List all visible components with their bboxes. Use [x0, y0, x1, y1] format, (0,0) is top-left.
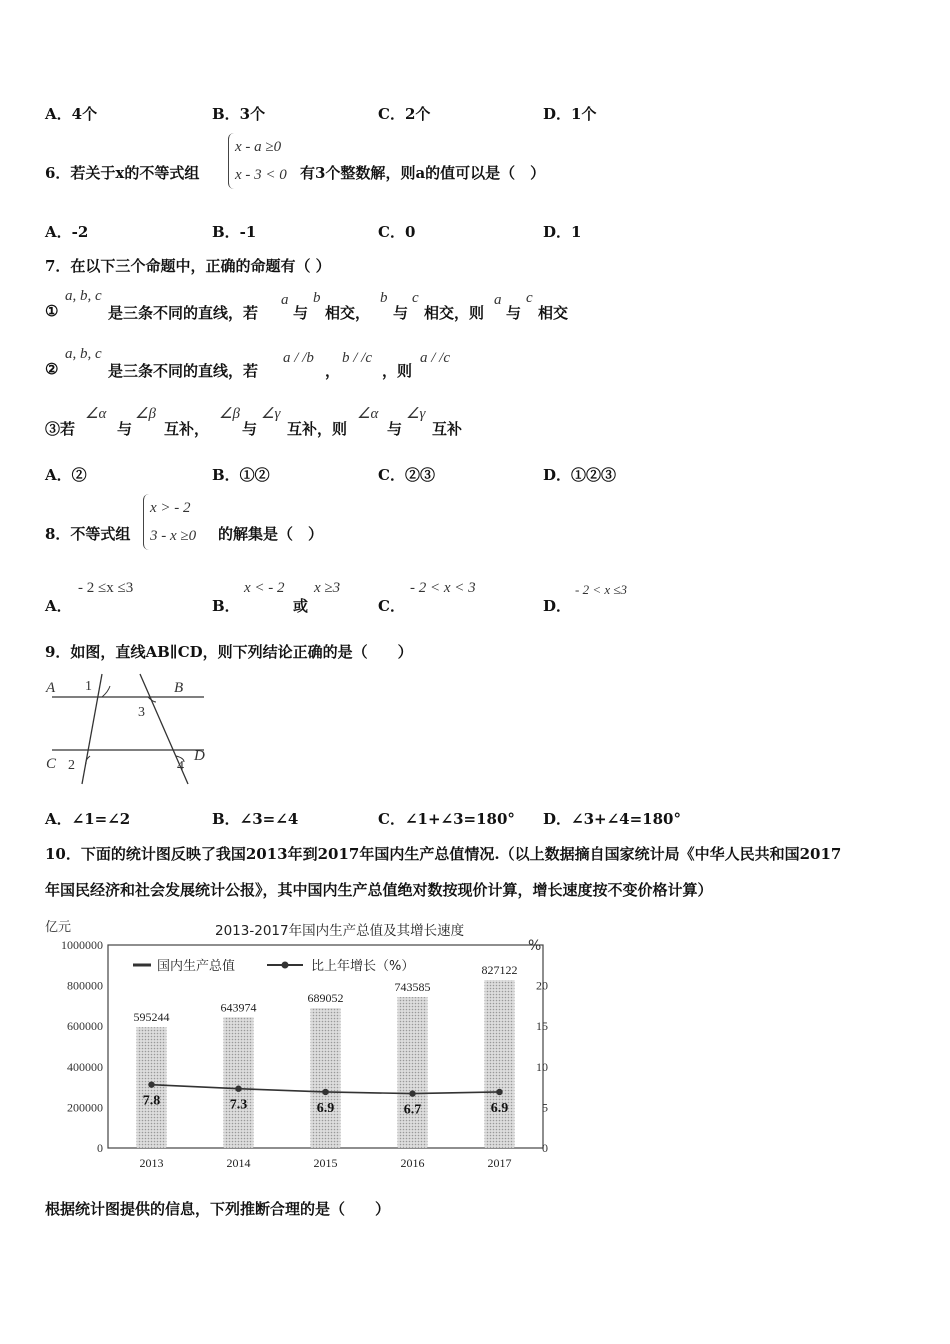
growth-point	[235, 1086, 241, 1092]
q8-option-a[interactable]: A．	[45, 597, 72, 615]
s1-t4: 与	[393, 304, 409, 322]
label-angle-1: 1	[85, 679, 92, 694]
q8-inequality-system	[143, 494, 196, 550]
q5-option-c[interactable]: C．2个	[378, 105, 431, 123]
legend-line-marker	[282, 962, 289, 969]
y-tick-label: 400000	[67, 1059, 103, 1074]
legend-line-label: 比上年增长（%）	[311, 959, 415, 974]
q9-option-d[interactable]: D．∠3+∠4=180°	[543, 810, 681, 828]
q7-option-a[interactable]: A．②	[45, 466, 87, 484]
s2-comma: ，	[325, 362, 341, 380]
s3-g3: ∠β	[219, 406, 240, 422]
gdp-bar	[398, 997, 428, 1148]
q9-option-c[interactable]: C．∠1+∠3=180°	[378, 810, 515, 828]
gdp-bar-label: 643974	[220, 1000, 257, 1015]
growth-label: 6.9	[316, 1100, 335, 1116]
q5-option-b[interactable]: B．3个	[212, 105, 266, 123]
q6-ineq-1: x - a ≥0	[235, 139, 282, 155]
q8-option-b[interactable]: B．	[212, 597, 240, 615]
s1-t3: 相交，	[325, 304, 371, 322]
gdp-bar-label: 689052	[307, 991, 344, 1006]
s1-c1: c	[412, 290, 419, 306]
q5-option-d[interactable]: D．1个	[543, 105, 597, 123]
gdp-bar-label: 595244	[133, 1010, 170, 1025]
q7-option-d[interactable]: D．①②③	[543, 466, 617, 484]
x-tick-label: 2014	[226, 1156, 251, 1170]
s2-p2: b / /c	[342, 350, 372, 366]
label-d: D	[194, 748, 205, 764]
growth-point	[148, 1081, 154, 1087]
s1-a1: a	[281, 292, 289, 308]
y-tick-label: 200000	[67, 1100, 103, 1115]
q7-option-b[interactable]: B．①②	[212, 466, 270, 484]
y-tick-label: 600000	[67, 1019, 103, 1034]
s1-t7: 相交	[538, 304, 569, 322]
label-angle-4: 4	[177, 759, 184, 774]
q10-stem-line-2: 年国民经济和社会发展统计公报》，其中国内生产总值绝对数按现价计算，增长速度按不变价格计算）	[45, 881, 713, 899]
q6-inequality-system	[228, 133, 287, 189]
q8-suffix: 的解集是（ ）	[218, 525, 324, 543]
s3-g5: ∠α	[357, 406, 379, 422]
q7-statement-3	[45, 404, 745, 444]
q8-option-c[interactable]: C．	[378, 597, 405, 615]
gdp-bar	[224, 1017, 254, 1148]
q8-option-a-math: - 2 ≤x ≤3	[78, 580, 134, 596]
s3-t1: 与	[117, 420, 133, 438]
s2-t1: 是三条不同的直线，若	[108, 362, 259, 380]
s3-g1: ∠α	[85, 406, 107, 422]
s2-t2: ，则	[382, 362, 413, 380]
growth-label: 7.3	[229, 1097, 248, 1113]
right-unit: %	[528, 938, 542, 954]
q6-option-d[interactable]: D．1	[543, 223, 582, 241]
q5-option-a[interactable]: A．4个	[45, 105, 98, 123]
q10-prompt: 根据统计图提供的信息，下列推断合理的是（ ）	[45, 1200, 391, 1218]
q8-option-b-or: 或	[293, 597, 309, 615]
gdp-bar-label: 827122	[481, 963, 518, 978]
q7-option-c[interactable]: C．②③	[378, 466, 435, 484]
label-b: B	[174, 680, 184, 696]
q9-option-b[interactable]: B．∠3=∠4	[212, 810, 299, 828]
legend-bar-label: 国内生产总值	[157, 959, 236, 974]
s2-num: ②	[45, 360, 59, 378]
s1-t5: 相交，则	[424, 304, 485, 322]
s1-b2: b	[380, 290, 388, 306]
y2-tick-label: 15	[536, 1019, 548, 1034]
y2-tick-label: 5	[542, 1100, 548, 1115]
q7-statement-1	[45, 288, 745, 328]
q8-option-d[interactable]: D．	[543, 597, 572, 615]
q6-option-a[interactable]: A．-2	[45, 223, 89, 241]
s1-t2: 与	[293, 304, 309, 322]
s3-g4: ∠γ	[261, 406, 281, 422]
q7-stem: 7．在以下三个命题中，正确的命题有（ ）	[45, 257, 331, 275]
s1-c2: c	[526, 290, 533, 306]
q6-option-c[interactable]: C．0	[378, 223, 416, 241]
left-unit: 亿元	[45, 920, 72, 935]
q6-ineq-2: x - 3 < 0	[235, 167, 287, 183]
x-tick-label: 2015	[313, 1156, 338, 1170]
s3-t5: 与	[387, 420, 403, 438]
q10-stem-line-1: 10．下面的统计图反映了我国2013年到2017年国内生产总值情况.（以上数据摘自国家统计局《中华人民共和国2017	[45, 845, 842, 863]
x-tick-label: 2016	[400, 1156, 425, 1170]
growth-label: 6.7	[403, 1102, 422, 1118]
y-tick-label: 1000000	[61, 938, 103, 952]
growth-label: 7.8	[142, 1093, 161, 1109]
s3-t4: 互补，则	[287, 420, 348, 438]
y2-tick-label: 0	[542, 1141, 548, 1155]
q8-ineq-1: x > - 2	[150, 500, 191, 516]
q8-option-d-math: - 2 < x ≤3	[575, 582, 628, 597]
s2-p3: a / /c	[420, 350, 450, 366]
gdp-chart	[45, 915, 550, 1170]
y-tick-label: 0	[97, 1141, 103, 1155]
s3-num: ③若	[45, 420, 76, 438]
s3-t2: 互补，	[164, 420, 210, 438]
gdp-bar	[485, 980, 515, 1148]
s1-abc: a, b, c	[65, 288, 102, 304]
chart-title: 2013-2017年国内生产总值及其增长速度	[215, 923, 465, 939]
label-a: A	[46, 680, 56, 696]
q8-prefix: 8．不等式组	[45, 525, 131, 543]
y2-tick-label: 20	[536, 978, 548, 993]
s1-a2: a	[494, 292, 502, 308]
q6-suffix: 有3个整数解，则a的值可以是（ ）	[300, 164, 546, 182]
s3-t6: 互补	[432, 420, 463, 438]
growth-point	[322, 1089, 328, 1095]
q7-statement-2	[45, 346, 745, 386]
angle-1-arc	[102, 686, 110, 697]
s1-t6: 与	[506, 304, 522, 322]
label-c: C	[46, 756, 57, 772]
label-angle-2: 2	[68, 758, 75, 773]
q6-option-b[interactable]: B．-1	[212, 223, 257, 241]
s2-abc: a, b, c	[65, 346, 102, 362]
growth-label: 6.9	[490, 1100, 509, 1116]
s1-t1: 是三条不同的直线，若	[108, 304, 259, 322]
gdp-bar	[311, 1008, 341, 1148]
q8-option-c-math: - 2 < x < 3	[410, 580, 476, 596]
q9-figure	[44, 672, 210, 786]
q6-prefix: 6．若关于x的不等式组	[45, 164, 200, 182]
gdp-bar-label: 743585	[394, 980, 431, 995]
growth-point	[409, 1090, 415, 1096]
q8-option-b-math2: x ≥3	[314, 580, 341, 596]
s3-g6: ∠γ	[406, 406, 426, 422]
q9-stem: 9．如图，直线AB∥CD，则下列结论正确的是（ ）	[45, 643, 413, 661]
label-angle-3: 3	[138, 705, 145, 720]
y2-tick-label: 10	[536, 1059, 548, 1074]
q9-option-a[interactable]: A．∠1=∠2	[45, 810, 131, 828]
s1-b1: b	[313, 290, 321, 306]
q8-ineq-2: 3 - x ≥0	[150, 528, 197, 544]
growth-point	[496, 1089, 502, 1095]
s3-t3: 与	[242, 420, 258, 438]
x-tick-label: 2013	[139, 1156, 164, 1170]
s2-p1: a / /b	[283, 350, 314, 366]
s1-num: ①	[45, 302, 59, 320]
x-tick-label: 2017	[487, 1156, 512, 1170]
y-tick-label: 800000	[67, 978, 103, 993]
s3-g2: ∠β	[135, 406, 156, 422]
q8-option-b-math1: x < - 2	[244, 580, 285, 596]
